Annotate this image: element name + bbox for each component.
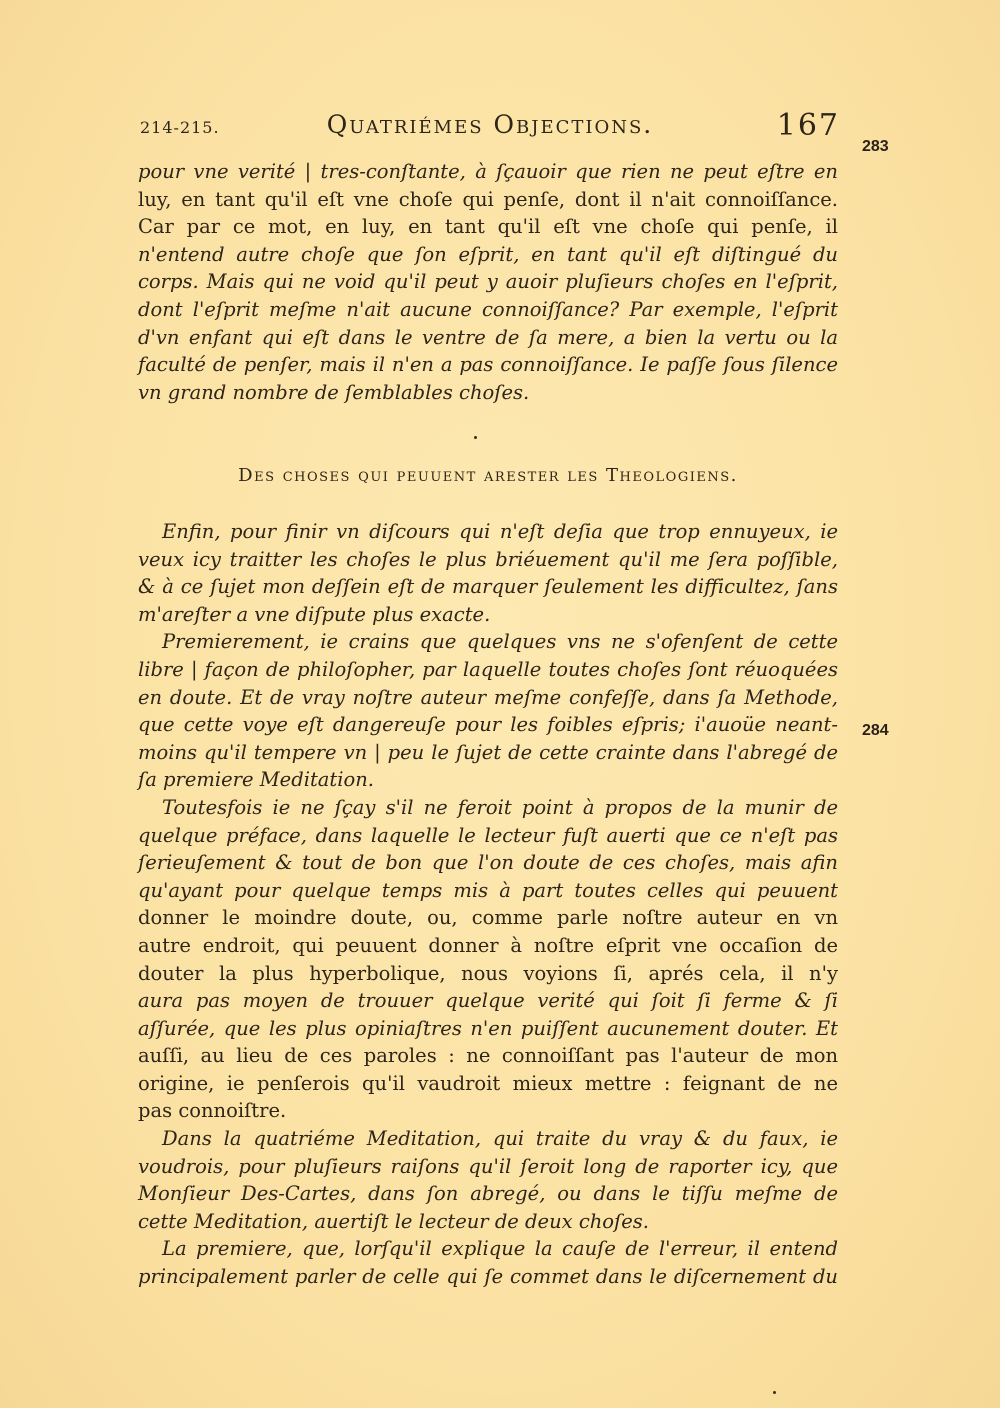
printer-mark (474, 436, 477, 439)
text-line: d'vn enfant qui eſt dans le ventre de ſa mere, a bien la vertu ou la (138, 325, 838, 349)
text-line: m'areſter a vne diſpute plus exacte. (138, 602, 491, 626)
text-line: autre endroit, qui peuuent donner à noſtre eſprit vne occaſion de (138, 933, 838, 957)
text-line: Enfin, pour finir vn diſcours qui n'eſt deſia que trop ennuyeux, ie (162, 520, 838, 543)
text-line: vn grand nombre de ſemblables choſes. (138, 380, 530, 404)
text-line: luy, en tant qu'il eſt vne choſe qui penſe, dont il n'ait connoiſſance. (138, 187, 838, 211)
section-heading: Des choses qui peuuent arester les Theologiens. (238, 465, 738, 486)
page-header (140, 110, 840, 146)
text-line: pour vne verité | tres-conſtante, à ſçauoir que rien ne peut eſtre en (138, 160, 838, 183)
printer-mark (773, 1391, 776, 1394)
text-line: moins qu'il tempere vn | peu le ſujet de cette crainte dans l'abregé de (138, 740, 838, 764)
text-line: douter la plus hyperbolique, nous voyions ſi, aprés cela, il n'y (138, 961, 838, 985)
text-line: origine, ie penſerois qu'il vaudroit mieux mettre : feignant de ne (138, 1071, 838, 1095)
text-line: ſa premiere Meditation. (138, 768, 374, 792)
text-line: faculté de penſer, mais il n'en a pas connoiſſance. Ie paſſe ſous ſilence (138, 353, 838, 377)
section-body (138, 518, 838, 1291)
page-number: 167 (776, 108, 840, 143)
text-line: Car par ce mot, en luy, en tant qu'il eſt vne choſe qui penſe, il (138, 215, 838, 239)
text-line: Toutesfois ie ne ſçay s'il ne feroit point à propos de la munir de (162, 795, 838, 819)
text-line: en doute. Et de vray noſtre auteur meſme confeſſe, dans ſa Methode, (138, 685, 838, 709)
text-line: corps. Mais qui ne void qu'il peut y auoir pluſieurs choſes en l'eſprit, (138, 270, 838, 294)
text-line: Monſieur Des-Cartes, dans ſon abregé, ou dans le tiſſu meſme de (138, 1182, 838, 1206)
text-line: aura pas moyen de trouuer quelque verité qui ſoit ſi ferme & ſi (138, 989, 838, 1013)
paragraph-continuation (138, 158, 838, 406)
text-line: & à ce ſujet mon deſſein eſt de marquer ſeulement les difficultez, ſans (138, 575, 838, 599)
margin-number-284: 284 (862, 722, 889, 739)
running-title: Quatriémes Objections. (326, 110, 654, 139)
text-line: quelque préface, dans laquelle le lecteur fuſt auerti que ce n'eſt pas (138, 823, 838, 847)
text-line: Premierement, ie crains que quelques vns ne s'ofenſent de cette (162, 630, 838, 654)
text-line: ſerieuſement & tout de bon que l'on doute de ces choſes, mais afin (138, 851, 838, 875)
text-line: auſſi, au lieu de ces paroles : ne connoiſſant pas l'auteur de mon (138, 1044, 838, 1068)
text-line: libre | façon de philoſopher, par laquelle toutes choſes ſont réuoquées (138, 657, 838, 681)
text-line: La premiere, que, lorſqu'il explique la cauſe de l'erreur, il entend (162, 1237, 838, 1261)
text-line: veux icy traitter les choſes le plus briéuement qu'il me ſera poſſible, (138, 547, 838, 571)
text-line: qu'ayant pour quelque temps mis à part toutes celles qui peuuent (138, 878, 838, 902)
text-line: cette Meditation, auertiſt le lecteur de deux choſes. (138, 1209, 650, 1233)
text-line: donner le moindre doute, ou, comme parle noſtre auteur en vn (138, 906, 838, 930)
text-line: n'entend autre choſe que ſon eſprit, en tant qu'il eſt diſtingué du (138, 242, 838, 266)
text-line: Dans la quatriéme Meditation, qui traite du vray & du faux, ie (162, 1127, 838, 1151)
text-line: dont l'eſprit meſme n'ait aucune connoiſſance? Par exemple, l'eſprit (138, 297, 838, 321)
text-line: que cette voye eſt dangereuſe pour les foibles eſpris; i'auoüe neant- (138, 713, 838, 737)
page-reference: 214-215. (140, 118, 220, 137)
text-line: aſſurée, que les plus opiniaſtres n'en puiſſent aucunement douter. Et (138, 1016, 838, 1040)
text-line: principalement parler de celle qui ſe commet dans le diſcernement du (138, 1265, 838, 1289)
text-line: voudrois, pour pluſieurs raiſons qu'il ſeroit long de raporter icy, que (138, 1154, 838, 1178)
text-line: pas connoiſtre. (138, 1099, 287, 1123)
margin-number-283: 283 (862, 138, 889, 155)
